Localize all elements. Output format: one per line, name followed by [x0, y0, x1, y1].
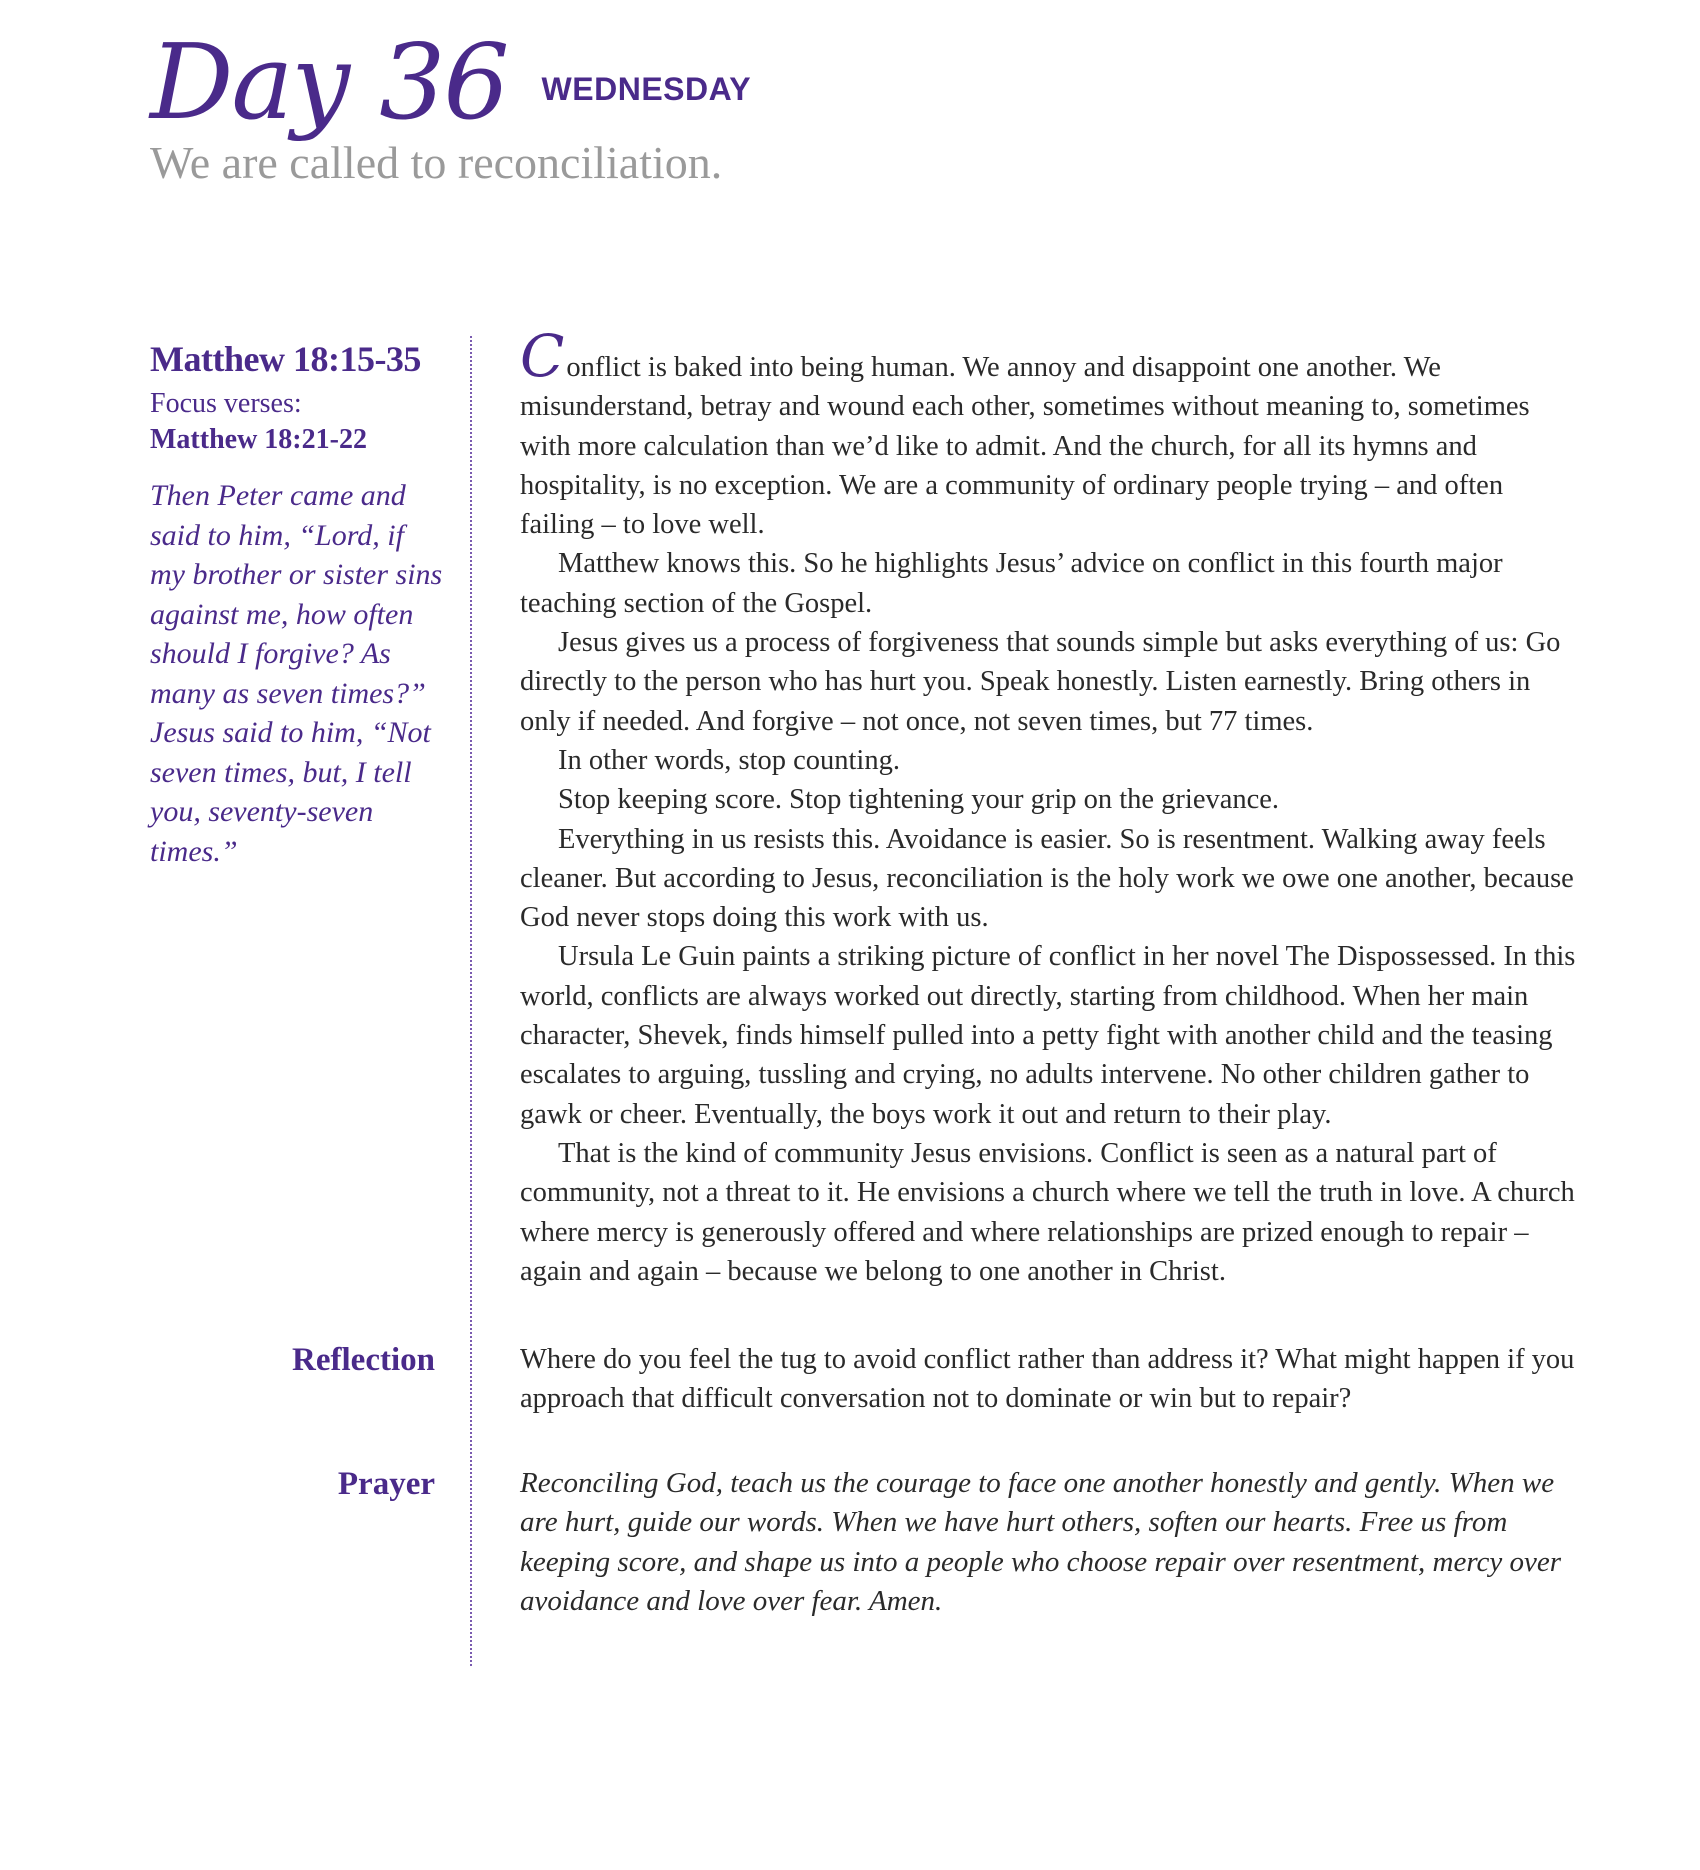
- body-paragraph: That is the kind of community Jesus envisions. Conflict is seen as a natural part of community, not a threat to it. He envisions a church where we tell the truth in love. A church where mercy is generously offered and where relationships are prized enough to repair – again and again – because we belong to one another in Christ.: [520, 1137, 1575, 1287]
- devotional-body: [520, 322, 1580, 1291]
- prayer-heading: Prayer: [337, 1466, 435, 1502]
- day-theme: We are called to reconciliation.: [150, 137, 723, 188]
- focus-verses-reference: Matthew 18:21-22: [150, 423, 367, 455]
- prayer-text: Reconciling God, teach us the courage to face one another honestly and gently. When we are hurt, guide our words. When we have hurt others, soften our hearts. Free us from keeping score, and shape us into a people who choose repair over resentment, mercy over avoidance and love over fear. Amen.: [520, 1467, 1562, 1617]
- scripture-reference: Matthew 18:15-35: [150, 339, 421, 379]
- reflection-heading: Reflection: [292, 1342, 435, 1378]
- column-divider: [470, 336, 472, 1666]
- body-paragraph: Stop keeping score. Stop tightening your grip on the grievance.: [558, 784, 1280, 816]
- body-paragraph: [520, 322, 1580, 544]
- day-row: [150, 21, 1550, 143]
- focus-verses-label: Focus verses:: [150, 387, 302, 419]
- reflection-text: Where do you feel the tug to avoid conflict rather than address it? What might happen if you approach that difficult conversation not to dominate or win but to repair?: [520, 1344, 1575, 1415]
- day-title: Day 36: [150, 21, 508, 143]
- weekday-label: WEDNESDAY: [541, 71, 752, 107]
- body-paragraph: Everything in us resists this. Avoidance is easier. So is resentment. Walking away feels cleaner. But according to Jesus, reconciliation is the holy work we owe one another, because God never stops doing this work with us.: [520, 823, 1574, 934]
- page-header: [150, 21, 1550, 188]
- scripture-sidebar: [150, 340, 450, 871]
- body-paragraph: Matthew knows this. So he highlights Jesus’ advice on conflict in this fourth major teaching section of the Gospel.: [520, 548, 1503, 619]
- body-paragraph-text: onflict is baked into being human. We annoy and disappoint one another. We misunderstand, betray and wound each other, sometimes without meaning to, sometimes with more calculation than we’d like to admit. And the church, for all its hymns and hospitality, is no exception. We are a community of ordinary people trying – and often failing – to love well.: [520, 352, 1530, 541]
- body-paragraph: In other words, stop counting.: [558, 744, 900, 776]
- body-paragraph: Ursula Le Guin paints a striking picture of conflict in her novel The Dispossessed. In this world, conflicts are always worked out directly, starting from childhood. When her main character, Shevek, finds himself pulled into a petty fight with another child and the teasing escalates to arguing, tussling and crying, no adults intervene. No other children gather to gawk or cheer. Eventually, the boys work it out and return to their play.: [520, 941, 1576, 1130]
- body-paragraph: Jesus gives us a process of forgiveness that sounds simple but asks everything of us: Go directly to the person who has hurt you. Speak honestly. Listen earnestly. Bring others in only if needed. And forgive – not once, not seven times, but 77 times.: [520, 627, 1561, 737]
- focus-verse-text: Then Peter came and said to him, “Lord, if my brother or sister sins against me, how often should I forgive? As many as seven times?” Jesus said to him, “Not seven times, but, I tell you, seventy-seven times.”: [150, 479, 443, 868]
- drop-cap: C: [520, 322, 565, 390]
